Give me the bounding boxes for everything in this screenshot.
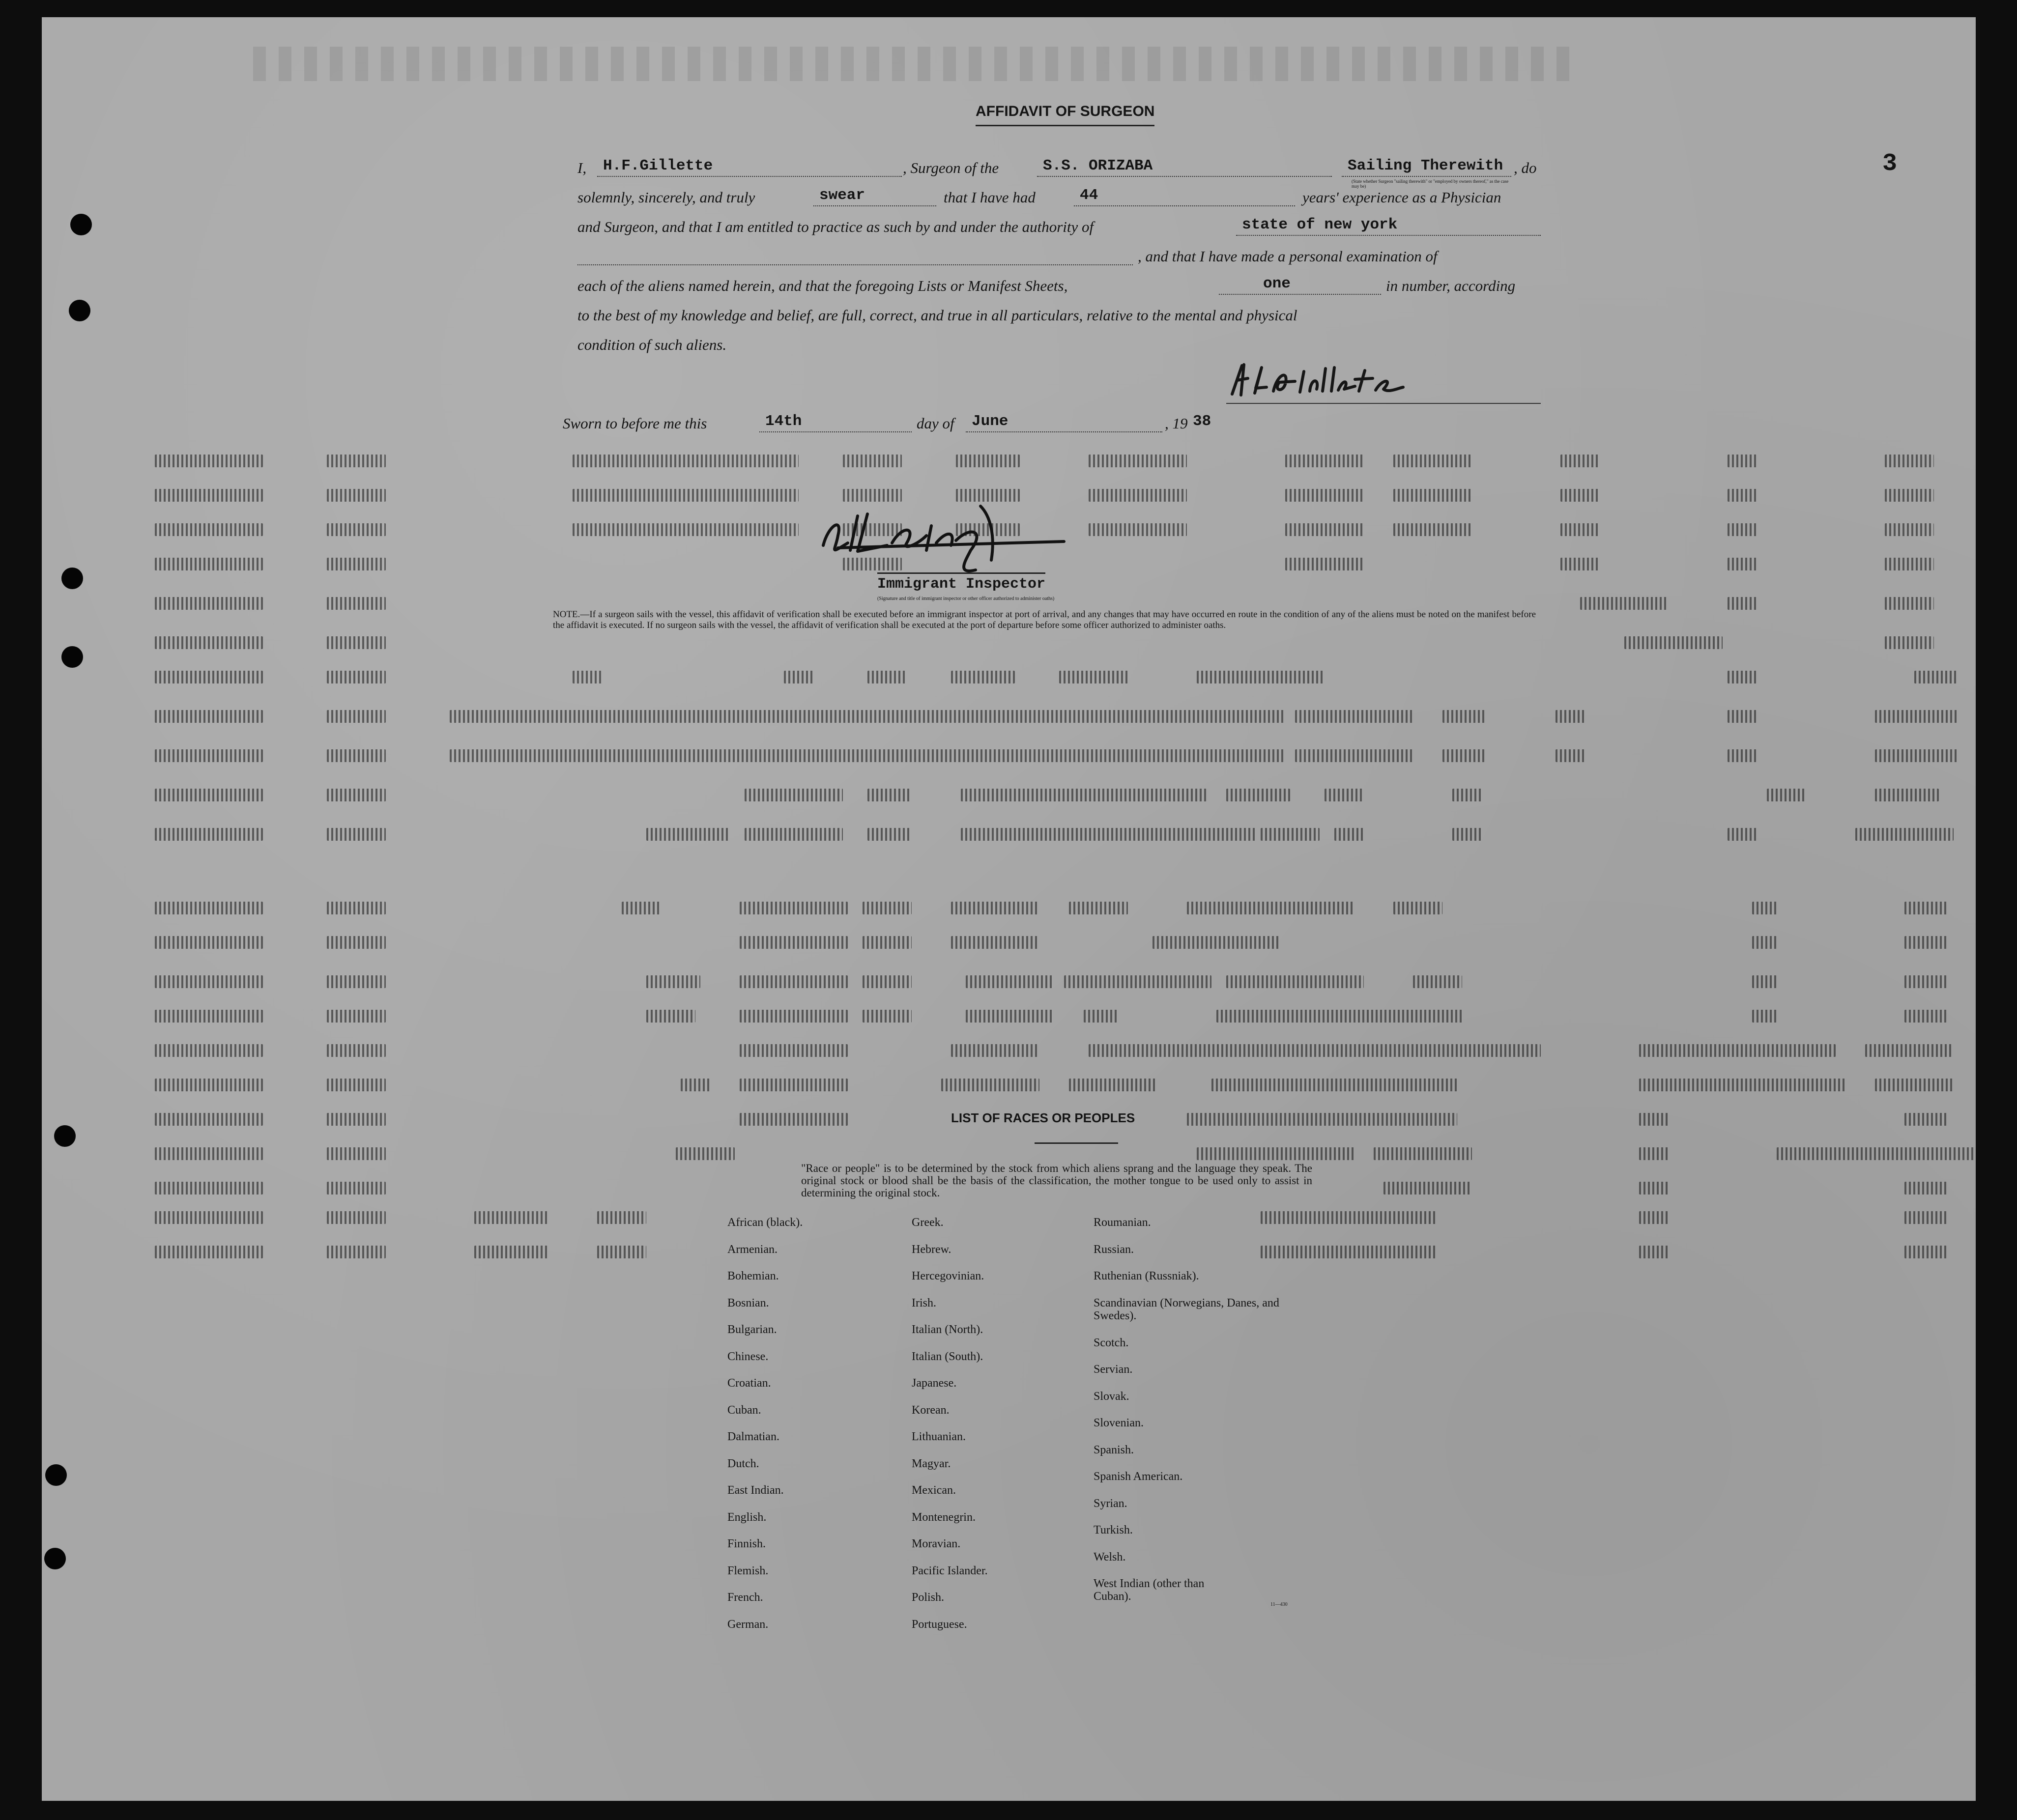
affidavit-text: solemnly, sincerely, and truly — [577, 189, 755, 206]
race-item: Servian. — [1094, 1363, 1133, 1376]
races-title-rule — [1035, 1142, 1118, 1144]
race-item: Spanish. — [1094, 1443, 1134, 1456]
races-intro: "Race or people" is to be determined by the stock from which aliens sprang and the language they speak. The original stock or blood shall be the basis of the classification, the mother tongue to be used only to assist in determining the original stock. — [801, 1162, 1312, 1199]
years-field: 44 — [1074, 187, 1295, 206]
ship-name-field: S.S. ORIZABA — [1037, 157, 1332, 177]
race-item: Portuguese. — [912, 1618, 967, 1631]
binder-hole — [61, 646, 83, 668]
race-item: Scotch. — [1094, 1336, 1129, 1349]
race-item: Moravian. — [912, 1537, 961, 1550]
race-item: Syrian. — [1094, 1497, 1127, 1510]
surgeon-signature-drawing — [1226, 359, 1541, 403]
race-item: Italian (North). — [912, 1323, 983, 1336]
manifest-row-faint — [155, 1147, 1875, 1160]
race-item: Dalmatian. — [727, 1430, 779, 1443]
sworn-text: day of — [917, 415, 954, 432]
race-item: German. — [727, 1618, 769, 1631]
race-item: Slovenian. — [1094, 1417, 1144, 1429]
sworn-month-field: June — [966, 413, 1162, 432]
race-item: Slovak. — [1094, 1390, 1129, 1403]
race-item: Hebrew. — [912, 1243, 951, 1256]
surgeon-signature — [1226, 359, 1541, 404]
binder-hole — [70, 214, 92, 235]
race-item: Chinese. — [727, 1350, 769, 1363]
race-item: Welsh. — [1094, 1550, 1126, 1564]
sworn-day-field: 14th — [759, 413, 912, 432]
race-item: Cuban. — [727, 1403, 761, 1417]
affidavit-line-1 — [577, 152, 1541, 189]
manifest-row-faint — [155, 789, 1875, 801]
race-item: Irish. — [912, 1296, 936, 1309]
affidavit-line-5 — [577, 270, 1541, 298]
affidavit-note: NOTE.—If a surgeon sails with the vessel, this affidavit of verification shall be executed before an immigrant inspector at port of arrival, and any changes that may have occurred en route in the condition of any of the aliens must be noted on the manifest before the affidavit is executed. If no surgeon sails with the vessel, the affidavit of verification shall be executed at the port of departure before some officer authorized to administer oaths. — [553, 609, 1536, 630]
race-item: Bohemian. — [727, 1270, 779, 1282]
affidavit-line-7 — [577, 329, 1541, 357]
affidavit-text: that I have had — [944, 189, 1036, 206]
sailing-status-note: (State whether Surgeon "sailing therewith" or "employed by owners thereof," as the case may be) — [1352, 179, 1509, 189]
race-item: Mexican. — [912, 1484, 956, 1497]
form-number: 11—430 — [1270, 1602, 1288, 1607]
manifest-row-faint — [155, 902, 1875, 914]
manifest-sheet — [42, 17, 1976, 1801]
race-item: Japanese. — [912, 1377, 957, 1390]
affidavit-text: I, — [577, 159, 587, 176]
race-item: Pacific Islander. — [912, 1564, 988, 1577]
oath-field: swear — [813, 187, 936, 206]
affidavit-text: , Surgeon of the — [903, 159, 999, 176]
manifest-row-faint — [155, 749, 1875, 762]
race-item: Croatian. — [727, 1377, 771, 1390]
race-item: Finnish. — [727, 1537, 766, 1550]
race-item: Ruthenian (Russniak). — [1094, 1270, 1199, 1282]
manifest-row-faint — [155, 636, 1875, 649]
bleed-through-title — [253, 47, 1580, 81]
sworn-text: Sworn to before me this — [563, 415, 707, 432]
affidavit-line-3 — [577, 211, 1541, 239]
manifest-row-faint — [155, 975, 1875, 988]
race-item: Flemish. — [727, 1564, 769, 1577]
race-item: Greek. — [912, 1216, 944, 1229]
binder-hole — [54, 1125, 76, 1147]
manifest-row-faint — [155, 936, 1875, 949]
race-item: Scandinavian (Norwegians, Danes, and Swedes). — [1094, 1296, 1279, 1322]
race-item: Korean. — [912, 1403, 950, 1417]
race-item: Russian. — [1094, 1243, 1134, 1256]
affidavit-line-4 — [577, 241, 1541, 268]
affidavit-title: AFFIDAVIT OF SURGEON — [976, 103, 1154, 126]
affidavit-text: each of the aliens named herein, and that the foregoing Lists or Manifest Sheets, — [577, 277, 1068, 294]
race-item: English. — [727, 1510, 767, 1524]
races-column-3 — [1094, 1216, 1300, 1604]
affidavit-text: condition of such aliens. — [577, 336, 727, 353]
immigrant-inspector-caption: (Signature and title of immigrant inspector or other officer authorized to administer oaths) — [877, 596, 1055, 601]
sailing-status-field: Sailing Therewith — [1342, 157, 1511, 177]
sworn-year-field: 38 — [1193, 413, 1211, 430]
race-item: Bulgarian. — [727, 1323, 777, 1336]
manifest-row-faint — [155, 455, 1875, 467]
sheets-count-field: one — [1219, 275, 1381, 295]
race-item: Italian (South). — [912, 1350, 983, 1363]
manifest-row-faint — [155, 1079, 1875, 1091]
races-column-2 — [912, 1216, 1074, 1645]
manifest-row-faint — [155, 671, 1875, 683]
races-column-1 — [727, 1216, 890, 1645]
binder-hole — [44, 1548, 66, 1569]
inspector-signature — [808, 496, 1084, 580]
race-item: Lithuanian. — [912, 1430, 966, 1443]
affidavit-text: , do — [1514, 159, 1537, 176]
sworn-line — [563, 408, 1526, 435]
race-item: Hercegovinian. — [912, 1270, 984, 1282]
race-item: West Indian (other than Cuban). — [1094, 1577, 1205, 1603]
binder-hole — [45, 1464, 67, 1486]
binder-hole — [69, 300, 90, 321]
affidavit-text: years' experience as a Physician — [1302, 189, 1501, 206]
authority-field: state of new york — [1236, 216, 1541, 236]
immigrant-inspector-label: Immigrant Inspector — [877, 572, 1045, 593]
race-item: Dutch. — [727, 1457, 759, 1470]
page-number: 3 — [1882, 150, 1898, 178]
affidavit-line-2 — [577, 182, 1541, 209]
race-item: Spanish American. — [1094, 1470, 1183, 1483]
race-item: Roumanian. — [1094, 1216, 1151, 1229]
binder-hole — [61, 568, 83, 589]
race-item: Turkish. — [1094, 1524, 1133, 1536]
affidavit-text: , and that I have made a personal examination of — [1138, 248, 1438, 265]
race-item: East Indian. — [727, 1484, 784, 1497]
manifest-row-faint — [155, 1010, 1875, 1023]
manifest-row-faint — [155, 710, 1875, 723]
race-item: African (black). — [727, 1216, 803, 1229]
manifest-row-faint — [155, 828, 1875, 841]
affidavit-text: to the best of my knowledge and belief, are full, correct, and true in all particulars, relative to the mental and physical — [577, 307, 1297, 324]
race-item: Montenegrin. — [912, 1510, 976, 1524]
race-item: Magyar. — [912, 1457, 951, 1470]
manifest-row-faint — [155, 1044, 1875, 1057]
affidavit-line-6 — [577, 300, 1541, 327]
race-item: French. — [727, 1591, 763, 1604]
authority-field-continued — [577, 246, 1133, 265]
sworn-text: , 19 — [1165, 415, 1188, 432]
race-item: Polish. — [912, 1591, 945, 1604]
surgeon-name-field: H.F.Gillette — [597, 157, 902, 177]
affidavit-text: and Surgeon, and that I am entitled to practice as such by and under the authority of — [577, 218, 1094, 235]
affidavit-text: in number, according — [1386, 277, 1516, 294]
race-item: Bosnian. — [727, 1296, 769, 1309]
races-list-title: LIST OF RACES OR PEOPLES — [951, 1110, 1135, 1125]
race-item: Armenian. — [727, 1243, 778, 1256]
